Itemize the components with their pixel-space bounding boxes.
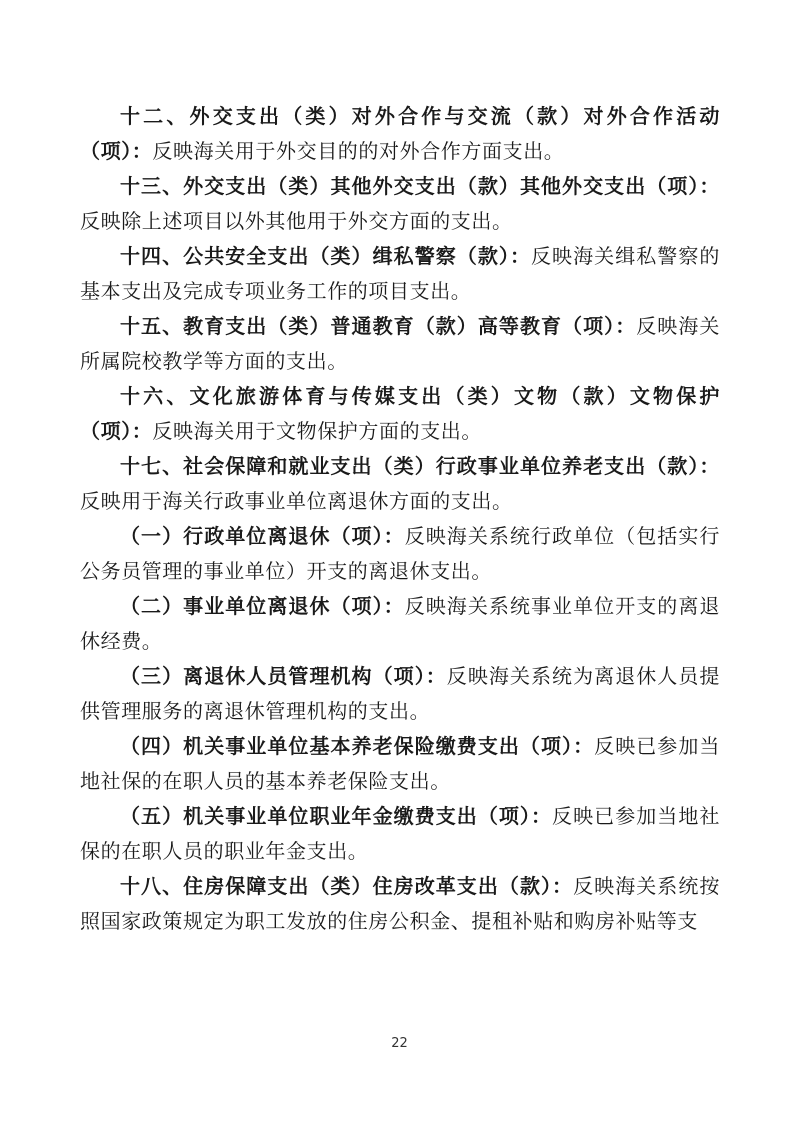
paragraph-text: 反映海关系统行政单位（包括实行公务员管理的事业单位）开支的离退休支出。: [80, 524, 720, 583]
paragraph-18: [80, 869, 720, 939]
paragraph-heading: 十四、公共安全支出（类）缉私警察（款）：: [120, 244, 531, 268]
paragraph-17-4: [80, 729, 720, 799]
paragraph-heading: （三）离退休人员管理机构（项）：: [120, 664, 447, 688]
paragraph-16: [80, 379, 720, 449]
paragraph-heading: （四）机关事业单位基本养老保险缴费支出（项）：: [120, 734, 595, 758]
page-number: 22: [391, 1036, 408, 1051]
paragraph-text: 反映除上述项目以外其他用于外交方面的支出。: [80, 209, 513, 233]
paragraph-text: 反映已参加当地社保的在职人员的基本养老保险支出。: [80, 734, 720, 793]
document-body: [80, 99, 720, 939]
paragraph-14: [80, 239, 720, 309]
paragraph-text: 反映海关用于外交目的的对外合作方面支出。: [152, 139, 565, 163]
paragraph-text: 反映海关系统事业单位开支的离退休经费。: [80, 594, 720, 653]
paragraph-heading: 十三、外交支出（类）其他外交支出（款）其他外交支出（项）：: [120, 174, 720, 198]
paragraph-text: 反映海关所属院校教学等方面的支出。: [80, 314, 720, 373]
paragraph-heading: 十二、外交支出（类）对外合作与交流（款）对外合作活动（项）：: [80, 104, 720, 163]
paragraph-17-1: [80, 519, 720, 589]
paragraph-heading: 十七、社会保障和就业支出（类）行政事业单位养老支出（款）：: [120, 454, 720, 478]
paragraph-17-2: [80, 589, 720, 659]
paragraph-text: 反映海关缉私警察的基本支出及完成专项业务工作的项目支出。: [80, 244, 720, 303]
paragraph-text: 反映用于海关行政事业单位离退休方面的支出。: [80, 489, 513, 513]
paragraph-heading: （五）机关事业单位职业年金缴费支出（项）：: [120, 804, 553, 828]
paragraph-text: 反映海关用于文物保护方面的支出。: [152, 419, 483, 443]
paragraph-12: [80, 99, 720, 169]
paragraph-heading: 十六、文化旅游体育与传媒支出（类）文物（款）文物保护（项）：: [80, 384, 720, 443]
paragraph-17-5: [80, 799, 720, 869]
paragraph-text: 反映海关系统为离退休人员提供管理服务的离退休管理机构的支出。: [80, 664, 720, 723]
paragraph-heading: （一）行政单位离退休（项）：: [120, 524, 405, 548]
paragraph-heading: 十八、住房保障支出（类）住房改革支出（款）：: [120, 874, 574, 898]
paragraph-13: [80, 169, 720, 239]
paragraph-15: [80, 309, 720, 379]
paragraph-heading: （二）事业单位离退休（项）：: [120, 594, 405, 618]
paragraph-text: 反映已参加当地社保的在职人员的职业年金支出。: [80, 804, 720, 863]
paragraph-heading: 十五、教育支出（类）普通教育（款）高等教育（项）：: [120, 314, 637, 338]
paragraph-text: 反映海关系统按照国家政策规定为职工发放的住房公积金、提租补贴和购房补贴等支: [80, 874, 721, 933]
paragraph-17-3: [80, 659, 720, 729]
paragraph-17: [80, 449, 720, 519]
